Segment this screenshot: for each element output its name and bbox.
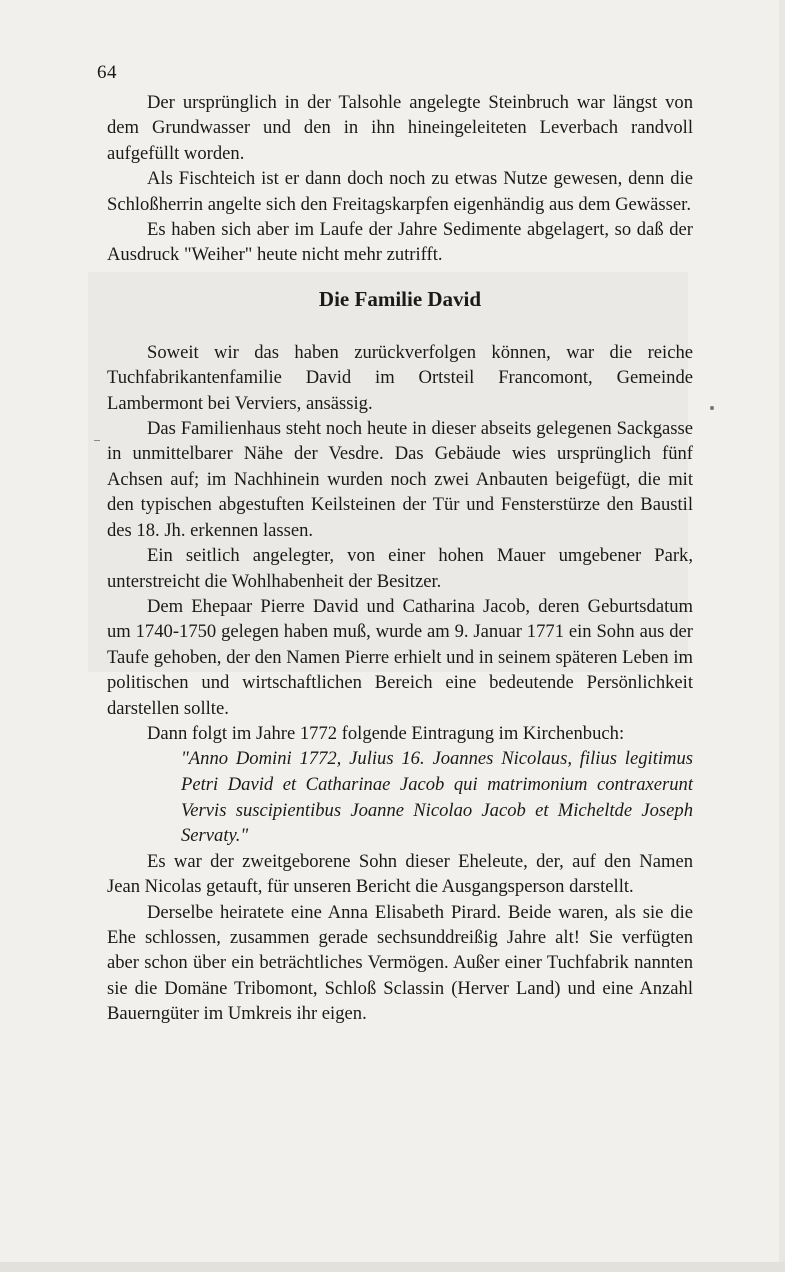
margin-mark xyxy=(94,440,100,441)
paragraph: Dem Ehepaar Pierre David und Catharina Jacob, deren Geburtsdatum um 1740-1750 gelegen haben muß, wurde am 9. Januar 1771 ein Sohn aus der Taufe gehoben, der den Namen Pierre erhielt und in seinem späteren Leben im politischen und wirtschaftlichen Bereich eine bedeutende Persönlichkeit darstellen sollte. xyxy=(107,595,693,719)
latin-quote: "Anno Domini 1772, Julius 16. Joannes Nicolaus, filius legitimus Petri David et Catharinae Jacob qui matrimonium contraxerunt Vervis suscipientibus Joanne Nicolao Jacob et Micheltde Joseph Servaty." xyxy=(181,748,693,847)
speck-mark xyxy=(710,406,714,410)
page-number: 64 xyxy=(97,62,117,83)
paragraph: Soweit wir das haben zurückverfolgen können, war die reiche Tuchfabrikantenfamilie David im Ortsteil Francomont, Gemeinde Lambermont bei Verviers, ansässig. xyxy=(107,341,693,414)
paragraph: Das Familienhaus steht noch heute in dieser abseits gelegenen Sackgasse in unmittelbarer Nähe der Vesdre. Das Gebäude wies ursprünglich fünf Achsen auf; im Nachhinein wurden noch zwei Anbauten beigefügt, die mit den typischen abgestuften Keilsteinen der Tür und Fensterstürze den Baustil des 18. Jh. erkennen lassen. xyxy=(107,418,693,541)
page-edge xyxy=(779,0,785,1272)
paragraph: Es war der zweitgeborene Sohn dieser Eheleute, der, auf den Namen Jean Nicolas getauft, für unseren Bericht die Ausgangsperson darstellt. xyxy=(107,850,693,898)
paragraph: Dann folgt im Jahre 1772 folgende Eintragung im Kirchenbuch: xyxy=(147,722,625,744)
page-bottom-edge xyxy=(0,1262,785,1272)
section-heading: Die Familie David xyxy=(318,286,482,311)
paragraph: Derselbe heiratete eine Anna Elisabeth Pirard. Beide waren, als sie die Ehe schlossen, zusammen gerade sechsunddreißig Jahre alt! Sie verfügten aber schon über ein beträchtliches Vermögen. Außer einer Tuchfabrik nannten sie die Domäne Tribomont, Schloß Sclassin (Herver Land) und eine Anzahl Bauerngüter im Umkreis ihr eigen. xyxy=(107,901,693,1025)
paragraph: Ein seitlich angelegter, von einer hohen Mauer umgebener Park, unterstreicht die Wohlhabenheit der Besitzer. xyxy=(107,545,693,592)
body-text xyxy=(107,90,693,1027)
paragraph: Der ursprünglich in der Talsohle angelegte Steinbruch war längst von dem Grundwasser und den in ihn hineingeleiteten Leverbach randvoll aufgefüllt worden. xyxy=(107,92,693,164)
paragraph: Es haben sich aber im Laufe der Jahre Sedimente abgelagert, so daß der Ausdruck "Weiher" heute nicht mehr zutrifft. xyxy=(107,219,693,266)
paragraph: Als Fischteich ist er dann doch noch zu etwas Nutze gewesen, denn die Schloßherrin angelte sich den Freitagskarpfen eigenhändig aus dem Gewässer. xyxy=(107,168,693,215)
